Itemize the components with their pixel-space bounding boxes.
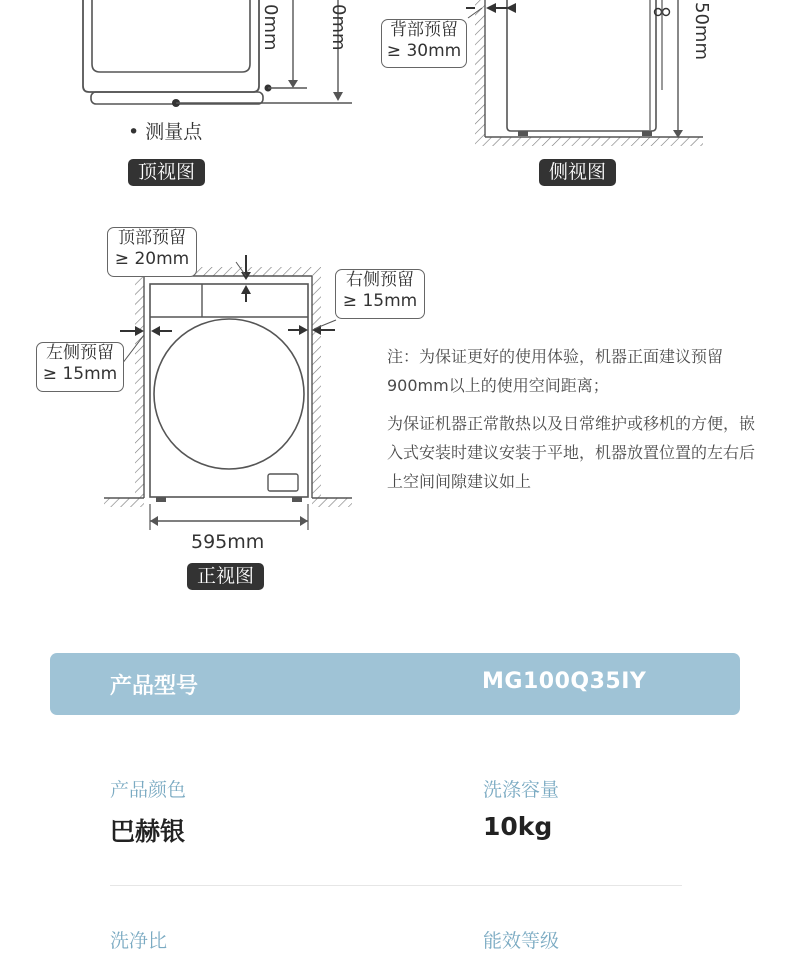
energy-rating-label: 能效等级 [483, 930, 560, 952]
top-clearance-callout [107, 227, 197, 277]
right-clearance-line1: 右侧预留 [346, 270, 414, 290]
measure-point-legend: • 测量点 [128, 121, 203, 143]
top-view-caption: 顶视图 [128, 159, 205, 186]
color-label: 产品颜色 [110, 779, 187, 801]
capacity-value: 10kg [483, 812, 553, 841]
top-view-body [83, 0, 259, 92]
spec-divider [110, 885, 682, 886]
front-washer-body [150, 284, 308, 497]
side-washer-body [507, 0, 656, 131]
top-dim-label-2: 0mm [328, 4, 349, 51]
right-clearance-callout [335, 269, 425, 319]
top-clearance-line2: ≥ 20mm [114, 249, 190, 269]
front-view-diagram [100, 250, 360, 530]
front-floor-left [104, 498, 144, 507]
front-view-caption: 正视图 [187, 563, 264, 590]
top-clearance-line1: 顶部预留 [118, 228, 186, 248]
side-back-callout [381, 19, 467, 68]
right-clearance-line2: ≥ 15mm [342, 291, 418, 311]
model-header-bar [50, 653, 740, 715]
front-right-wall [312, 276, 321, 498]
side-dim-label: 50mm [691, 2, 712, 60]
top-dim-label-1: 0mm [260, 4, 281, 51]
installation-note-2: 为保证机器正常散热以及日常维护或移机的方便，嵌入式安装时建议安装于平地，机器放置位置的左右后上空间间隙建议如上 [387, 414, 756, 491]
top-view-diagram [70, 0, 360, 118]
left-clearance-line1: 左侧预留 [46, 343, 114, 363]
side-view-caption: 侧视图 [539, 159, 616, 186]
model-label: 产品型号 [110, 674, 199, 699]
color-value: 巴赫银 [110, 817, 186, 846]
installation-note-1: 注：为保证更好的使用体验，机器正面建议预留900mm以上的使用空间距离； [387, 347, 724, 395]
side-back-wall [475, 0, 485, 137]
front-width-label: 595mm [191, 531, 265, 553]
model-value: MG100Q35IY [482, 669, 647, 694]
left-clearance-line2: ≥ 15mm [42, 364, 118, 384]
side-back-callout-line2: ≥ 30mm [386, 41, 462, 61]
side-view-diagram [460, 0, 720, 152]
left-clearance-callout [36, 342, 124, 392]
wash-ratio-label: 洗净比 [110, 930, 168, 952]
top-view-inner [92, 0, 250, 72]
side-floor [475, 137, 703, 146]
front-left-wall [135, 276, 144, 498]
front-floor-right [312, 498, 352, 507]
capacity-label: 洗涤容量 [483, 779, 560, 801]
front-washer-door [154, 319, 304, 469]
side-back-callout-line1: 背部预留 [390, 20, 458, 40]
front-filter-cover [268, 474, 298, 491]
